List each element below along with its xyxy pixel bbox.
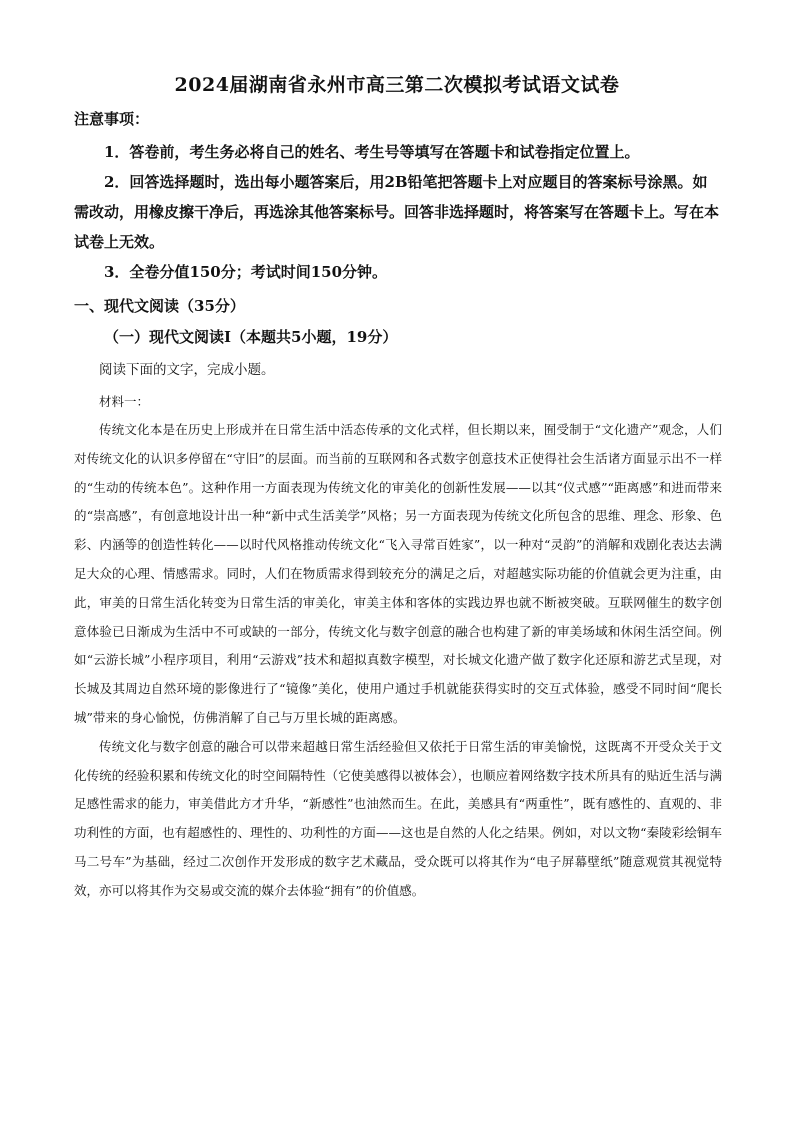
paragraph: 传统文化本是在历史上形成并在日常生活中活态传承的文化式样，但长期以来，囿受制于“文化遗产”观念，人们对传统文化的认识多停留在“守旧”的层面。而当前的互联网和各式数字创意技术正使得社会生活诸方面显示出不一样的“生动的传统本色”。这种作用一方面表现为传统文化的审美化的创新性发展——以其“仪式感”“距离感”和进而带来的“崇高感”，有创意地设计出一种“新中式生活美学”风格；另一方面表现为传统文化所包含的思维、理念、形象、色彩、内涵等的创造性转化——以时代风格推动传统文化“飞入寻常百姓家”，以一种对“灵韵”的消解和戏剧化表达去满足大众的心理、情感需求。同时，人们在物质需求得到较充分的满足之后，对超越实际功能的价值就会更为注重，由此，审美的日常生活化转变为日常生活的审美化，审美主体和客体的实践边界也就不断被突破。互联网催生的数字创意体验已日渐成为生活中不可或缺的一部分，传统文化与数字创意的融合也构建了新的审美场域和休闲生活空间。例如“云游长城”小程序项目，利用“云游戏”技术和超拟真数字模型，对长城文化遗产做了数字化还原和游艺式呈现，对长城及其周边自然环境的影像进行了“镜像”美化，使用户通过手机就能获得实时的交互式体验，感受不同时间“爬长城”带来的身心愉悦，仿佛消解了自己与万里长城的距离感。 <box>74 422 722 725</box>
material-label: 材料一： <box>99 394 150 409</box>
material-text <box>74 416 722 906</box>
notice-item: 2．回答选择题时，选出每小题答案后，用2B铅笔把答题卡上对应题目的答案标号涂黑。如需改动，用橡皮擦干净后，再选涂其他答案标号。回答非选择题时，将答案写在答题卡上。写在本试卷上无效。 <box>74 173 720 251</box>
paragraph: 传统文化与数字创意的融合可以带来超越日常生活经验但又依托于日常生活的审美愉悦，这既离不开受众关于文化传统的经验积累和传统文化的时空间隔特性（它使美感得以被体会），也顺应着网络数字技术所具有的贴近生活与满足感性需求的能力，审美借此方才升华，“新感性”也油然而生。在此，美感具有“两重性”，既有感性的、直观的、非功利性的方面，也有超感性的、理性的、功利性的方面——这也是自然的人化之结果。例如，对以文物“秦陵彩绘铜车马二号车”为基础，经过二次创作开发形成的数字艺术藏品，受众既可以将其作为“电子屏幕壁纸”随意观赏其视觉特效，亦可以将其作为交易或交流的媒介去体验“拥有”的价值感。 <box>74 738 722 898</box>
notice-list <box>74 137 722 287</box>
notice-heading: 注意事项： <box>74 110 150 128</box>
section-heading: 一、现代文阅读（35分） <box>74 297 245 315</box>
notice-item: 3．全卷分值150分；考试时间150分钟。 <box>104 263 388 281</box>
reading-instruction: 阅读下面的文字，完成小题。 <box>99 362 275 378</box>
notice-item: 1．答卷前，考生务必将自己的姓名、考生号等填写在答题卡和试卷指定位置上。 <box>104 143 640 161</box>
document-title: 2024届湖南省永州市高三第二次模拟考试语文试卷 <box>174 74 620 96</box>
subsection-heading: （一）现代文阅读Ⅰ（本题共5小题，19分） <box>104 328 398 346</box>
